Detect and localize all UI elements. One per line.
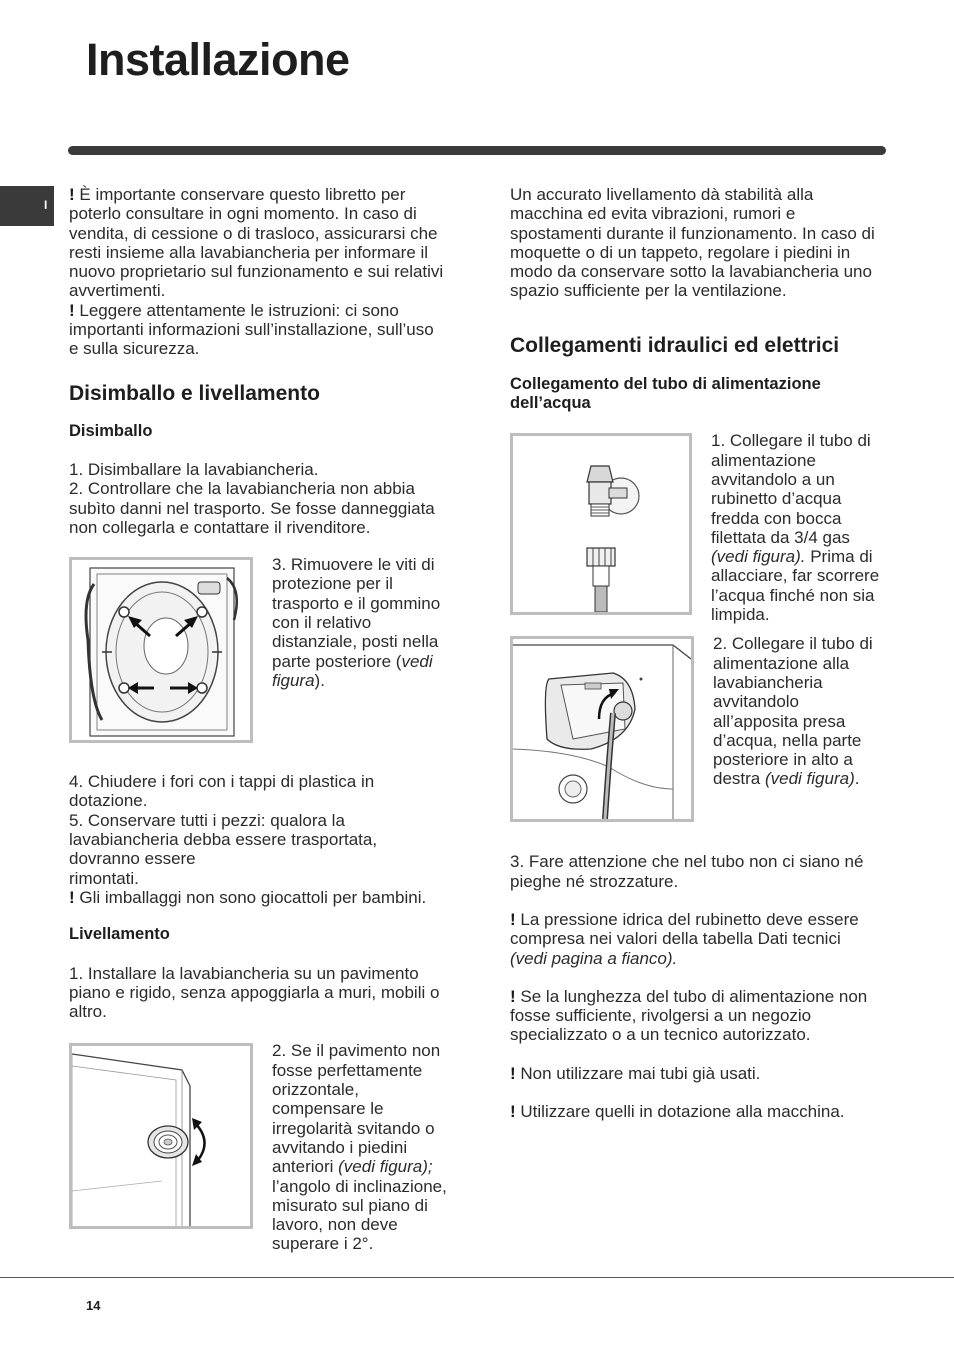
leveling-note: Un accurato livellamento dà stabilità alla macchina ed evita vibrazioni, rumori e spostamenti durante il funzionamento. In caso di moquette o di un tappeto, regolare i piedini in modo da conservare sotto la lavabiancheria uno spazio sufficiente per la ventilazione. [510, 185, 875, 301]
hose-step-2-tail: . [854, 769, 860, 789]
figure-row-foot [69, 1041, 447, 1253]
unpack-step-2: 2. Controllare che la lavabiancheria non abbia subìto danni nel trasporto. Se fosse danneggiata non collegarla e contattare il rivenditore. [69, 479, 435, 537]
hose-step-2 [713, 634, 888, 788]
warning-mark: ! [510, 1102, 516, 1122]
intro-text-1: È importante conservare questo libretto per poterlo consultare in ogni momento. In caso di vendita, di cessione o di trasloco, assicurarsi che resti insieme alla lavabiancheria per informare il nuovo proprietario sul funzionamento e sui relativi avvertimenti. [69, 185, 444, 301]
hose-step-1 [711, 431, 888, 624]
page-number: 14 [86, 1298, 101, 1313]
figure-row-rear [69, 555, 447, 743]
water-tap-icon [513, 436, 689, 612]
unpack-step-5: 5. Conservare tutti i pezzi: qualora la lavabiancheria debba essere trasportata, dovranno essere [69, 810, 378, 869]
hose-step-1-ref: (vedi figura). [711, 547, 806, 567]
intro-text-2: Leggere attentamente le istruzioni: ci sono importanti informazioni sull’installazione, sull’uso e sulla sicurezza. [69, 300, 434, 359]
level-step-2-tail: l’angolo di inclinazione, misurato sul piano di lavoro, non deve superare i 2°. [272, 1176, 447, 1254]
hose-step-2-ref: (vedi figura) [764, 769, 855, 789]
note-pressure-ref: (vedi pagina a fianco). [510, 948, 678, 968]
water-inlet-icon [513, 639, 691, 819]
note-used-text: Non utilizzare mai tubi già usati. [515, 1063, 761, 1083]
heading-leveling: Livellamento [69, 925, 170, 944]
heading-unpacking: Disimballo [69, 421, 153, 440]
hose-step-1-tail: Prima di allacciare, far scorrere l’acqua finché non sia limpida. [711, 547, 880, 625]
step-3-tail: ). [314, 670, 325, 690]
unpack-step-5-cont: rimontati. [69, 868, 139, 888]
front-foot-figure [69, 1043, 253, 1229]
level-step-1: 1. Installare la lavabiancheria su un pavimento piano e rigido, senza appoggiarla a muri, mobili o altro. [69, 963, 440, 1022]
warning-mark: ! [69, 887, 75, 907]
inlet-figure [510, 636, 694, 822]
warning-mark: ! [510, 1063, 516, 1083]
level-step-2 [272, 1041, 447, 1253]
note-length [510, 987, 888, 1045]
hose-step-3: 3. Fare attenzione che nel tubo non ci siano né pieghe né strozzature. [510, 852, 864, 891]
note-supplied-hoses [510, 1102, 888, 1121]
adjustable-foot-icon [72, 1046, 250, 1226]
note-supplied-text: Utilizzare quelli in dotazione alla macchina. [515, 1102, 845, 1122]
note-length-text: Se la lunghezza del tubo di alimentazione non fosse sufficiente, rivolgersi a un negozio specializzato o a un tecnico autorizzato. [510, 986, 868, 1045]
warning-mark: ! [69, 185, 75, 204]
warning-mark: ! [510, 909, 516, 929]
section-heading-unpacking-leveling: Disimballo e livellamento [69, 381, 320, 405]
title-divider [68, 146, 886, 155]
note-used-hoses [510, 1064, 888, 1083]
unpack-step-3 [272, 555, 447, 690]
language-tab [0, 186, 54, 226]
intro-paragraph-1 [69, 185, 447, 301]
unpack-step-1: 1. Disimballare la lavabiancheria. [69, 459, 319, 479]
language-tab-label: I [44, 198, 48, 212]
note-pressure [510, 910, 888, 968]
warning-mark: ! [510, 986, 516, 1006]
level-step-2-ref: (vedi figura); [338, 1157, 433, 1177]
figure-row-tap [510, 431, 888, 624]
footer-divider [0, 1277, 954, 1278]
hose-step-2-text: 2. Collegare il tubo di alimentazione alla lavabiancheria avvitandolo all’apposita presa d’acqua, nella parte posteriore in alto a destra [713, 634, 873, 789]
level-step-2-text: 2. Se il pavimento non fosse perfettamente orizzontale, compensare le irregolarità svitando o avvitando i piedini anteriori [272, 1041, 441, 1177]
unpack-step-4: 4. Chiudere i fori con i tappi di plastica in dotazione. [69, 772, 375, 811]
heading-water-hose: Collegamento del tubo di alimentazione dell’acqua [510, 374, 821, 413]
washer-rear-icon [72, 560, 250, 740]
tap-figure [510, 433, 692, 615]
step-3-ref: vedi figura [272, 651, 433, 690]
section-heading-connections: Collegamenti idraulici ed elettrici [510, 333, 840, 357]
hose-step-1-text: 1. Collegare il tubo di alimentazione avvitandolo a un rubinetto d’acqua fredda con bocca filettata da 3/4 gas [711, 431, 871, 547]
note-pressure-text: La pressione idrica del rubinetto deve essere compresa nei valori della tabella Dati tecnici [510, 909, 859, 949]
packaging-warning [69, 888, 447, 907]
left-column [69, 185, 447, 1254]
intro-paragraph-2 [69, 301, 447, 359]
warning-mark: ! [69, 300, 75, 320]
rear-screws-figure [69, 557, 253, 743]
page-title: Installazione [86, 34, 350, 85]
right-column [510, 185, 888, 1121]
figure-row-inlet [510, 634, 888, 822]
step-3-text: 3. Rimuovere le viti di protezione per il trasporto e il gommino con il relativo distanziale, posti nella parte posteriore ( [272, 555, 441, 671]
packaging-warning-text: Gli imballaggi non sono giocattoli per bambini. [74, 887, 427, 907]
